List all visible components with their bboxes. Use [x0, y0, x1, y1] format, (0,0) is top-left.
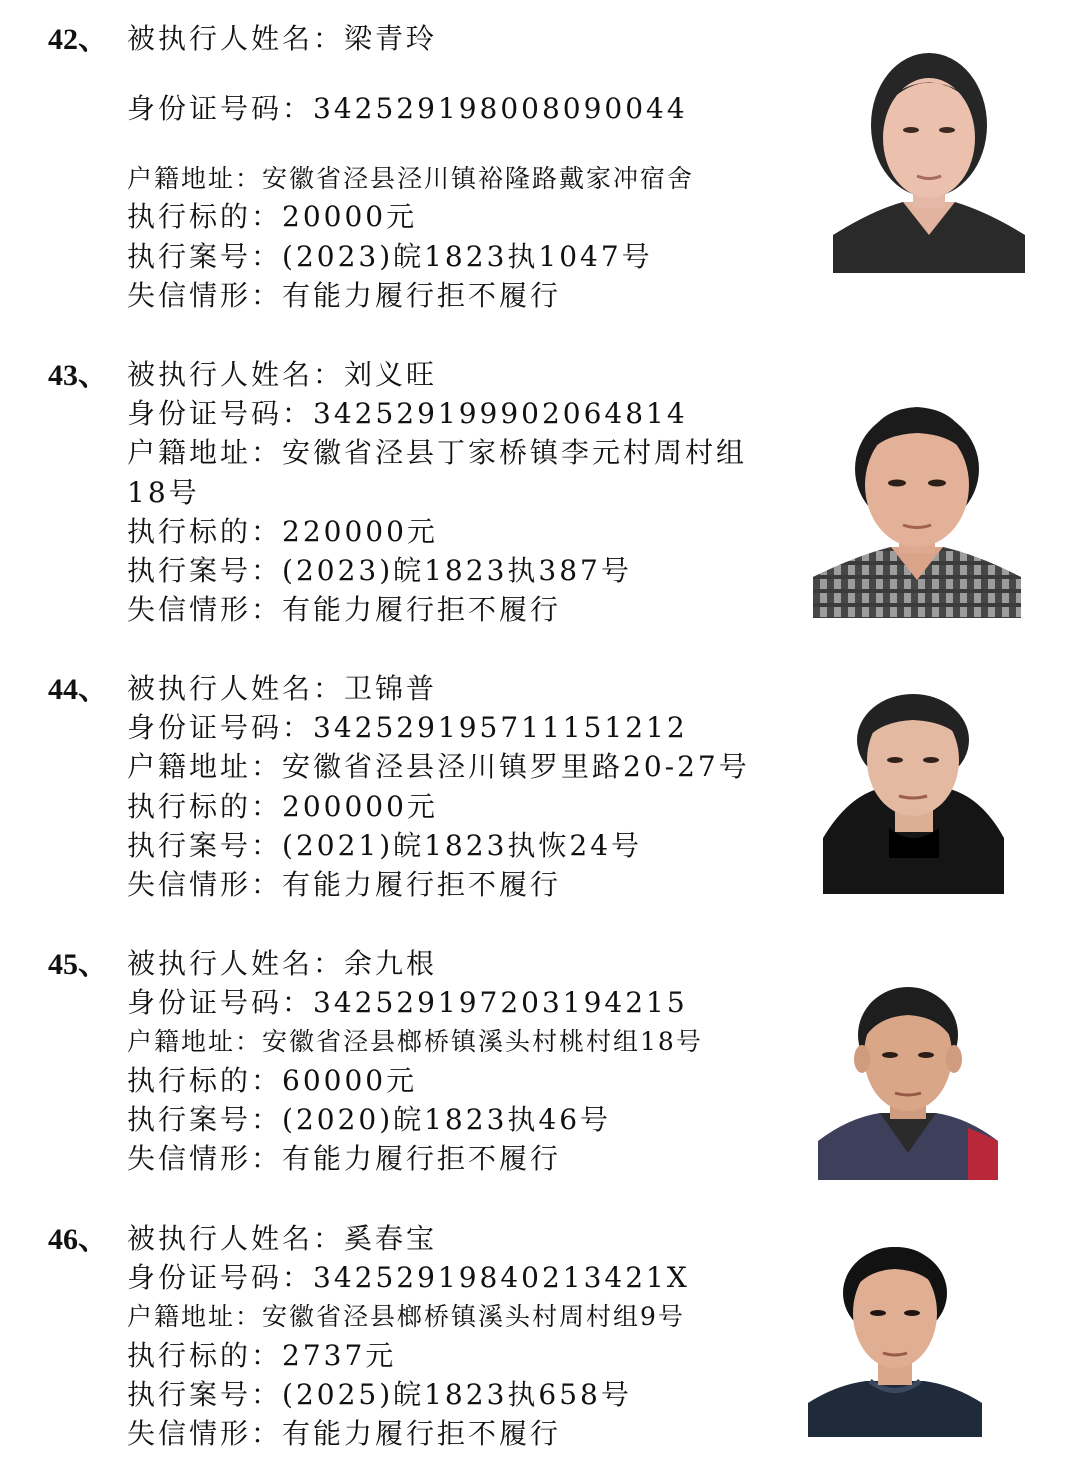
- situation-value: 有能力履行拒不履行: [282, 868, 562, 901]
- address-continuation: [127, 474, 200, 512]
- address-line: [127, 1023, 703, 1061]
- id-label: 身份证号码：: [127, 397, 314, 430]
- name-label: 被执行人姓名：: [127, 947, 345, 980]
- address-label: 户籍地址：: [127, 164, 263, 193]
- case-line: [127, 1376, 632, 1414]
- name-line: [127, 945, 437, 983]
- amount-value: 200000元: [282, 790, 438, 823]
- id-value: 342529198008090044: [313, 92, 688, 125]
- entry-43: [0, 330, 1080, 640]
- address-line: [127, 434, 747, 472]
- situation-line: [127, 591, 561, 629]
- name-value: 卫锦普: [344, 672, 438, 705]
- name-line: [127, 1220, 437, 1258]
- address-label: 户籍地址：: [127, 1302, 263, 1331]
- case-line: [127, 238, 653, 276]
- amount-label: 执行标的：: [127, 1064, 283, 1097]
- address-label: 户籍地址：: [127, 436, 283, 469]
- name-label: 被执行人姓名：: [127, 22, 345, 55]
- amount-value: 60000元: [282, 1064, 418, 1097]
- entry-46: [0, 1205, 1080, 1473]
- name-value: 梁青玲: [344, 22, 438, 55]
- address-label: 户籍地址：: [127, 1027, 263, 1056]
- amount-value: 2737元: [282, 1339, 397, 1372]
- amount-label: 执行标的：: [127, 790, 283, 823]
- address-value: 安徽省泾县榔桥镇溪头村桃村组18号: [262, 1027, 703, 1056]
- address-value-cont: 18号: [127, 476, 200, 509]
- name-label: 被执行人姓名：: [127, 672, 345, 705]
- case-label: 执行案号：: [127, 240, 283, 273]
- case-label: 执行案号：: [127, 1378, 283, 1411]
- name-label: 被执行人姓名：: [127, 358, 345, 391]
- situation-label: 失信情形：: [127, 1417, 283, 1450]
- situation-line: [127, 277, 561, 315]
- id-line: [127, 1259, 690, 1297]
- id-value: 34252919840213421X: [313, 1261, 690, 1294]
- address-value: 安徽省泾县泾川镇罗里路20-27号: [282, 750, 750, 783]
- name-line: [127, 670, 437, 708]
- portrait-photo: [808, 1225, 982, 1437]
- case-value: (2023)皖1823执1047号: [282, 240, 653, 273]
- name-line: [127, 20, 437, 58]
- name-value: 余九根: [344, 947, 438, 980]
- amount-label: 执行标的：: [127, 1339, 283, 1372]
- situation-line: [127, 1415, 561, 1453]
- id-label: 身份证号码：: [127, 711, 314, 744]
- entry-number: 46、: [48, 1223, 108, 1256]
- entry-44: [0, 640, 1080, 925]
- entry-number: 45、: [48, 948, 108, 981]
- name-value: 奚春宝: [344, 1222, 438, 1255]
- id-line: [127, 709, 688, 747]
- situation-label: 失信情形：: [127, 593, 283, 626]
- situation-value: 有能力履行拒不履行: [282, 1417, 562, 1450]
- male-portrait-image: [808, 1225, 982, 1437]
- id-label: 身份证号码：: [127, 92, 314, 125]
- case-value: (2020)皖1823执46号: [282, 1103, 612, 1136]
- address-line: [127, 160, 694, 198]
- case-label: 执行案号：: [127, 1103, 283, 1136]
- portrait-photo: [818, 963, 998, 1180]
- male-portrait-image: [813, 365, 1021, 618]
- case-value: (2025)皖1823执658号: [282, 1378, 632, 1411]
- id-line: [127, 395, 688, 433]
- case-line: [127, 1101, 611, 1139]
- amount-value: 220000元: [282, 515, 438, 548]
- entry-number: 44、: [48, 673, 108, 706]
- id-line: [127, 984, 688, 1022]
- name-value: 刘义旺: [344, 358, 438, 391]
- id-label: 身份证号码：: [127, 986, 314, 1019]
- amount-line: [127, 1062, 417, 1100]
- id-value: 342529195711151212: [313, 711, 688, 744]
- case-line: [127, 552, 632, 590]
- address-value: 安徽省泾县榔桥镇溪头村周村组9号: [262, 1302, 685, 1331]
- amount-value: 20000元: [282, 200, 418, 233]
- name-label: 被执行人姓名：: [127, 1222, 345, 1255]
- amount-line: [127, 788, 438, 826]
- entry-45: [0, 925, 1080, 1205]
- male-portrait-image: [818, 963, 998, 1180]
- id-value: 342529197203194215: [313, 986, 688, 1019]
- amount-label: 执行标的：: [127, 515, 283, 548]
- name-line: [127, 356, 437, 394]
- situation-value: 有能力履行拒不履行: [282, 279, 562, 312]
- female-portrait-image: [833, 30, 1025, 273]
- address-value: 安徽省泾县丁家桥镇李元村周村组: [282, 436, 748, 469]
- case-value: (2021)皖1823执恢24号: [282, 829, 643, 862]
- case-line: [127, 827, 642, 865]
- male-portrait-image: [823, 678, 1004, 894]
- situation-value: 有能力履行拒不履行: [282, 1142, 562, 1175]
- amount-line: [127, 513, 438, 551]
- id-label: 身份证号码：: [127, 1261, 314, 1294]
- amount-label: 执行标的：: [127, 200, 283, 233]
- situation-label: 失信情形：: [127, 868, 283, 901]
- situation-line: [127, 1140, 561, 1178]
- amount-line: [127, 1337, 396, 1375]
- address-label: 户籍地址：: [127, 750, 283, 783]
- case-label: 执行案号：: [127, 554, 283, 587]
- portrait-photo: [833, 30, 1025, 273]
- address-value: 安徽省泾县泾川镇裕隆路戴家冲宿舍: [262, 164, 695, 193]
- id-value: 342529199902064814: [313, 397, 688, 430]
- entry-number: 43、: [48, 359, 108, 392]
- address-line: [127, 1298, 685, 1336]
- situation-label: 失信情形：: [127, 279, 283, 312]
- case-label: 执行案号：: [127, 829, 283, 862]
- situation-label: 失信情形：: [127, 1142, 283, 1175]
- portrait-photo: [813, 365, 1021, 618]
- case-value: (2023)皖1823执387号: [282, 554, 632, 587]
- address-line: [127, 748, 750, 786]
- entry-42: [0, 0, 1080, 330]
- id-line: [127, 90, 688, 128]
- situation-value: 有能力履行拒不履行: [282, 593, 562, 626]
- portrait-photo: [823, 678, 1004, 894]
- situation-line: [127, 866, 561, 904]
- amount-line: [127, 198, 417, 236]
- entry-number: 42、: [48, 23, 108, 56]
